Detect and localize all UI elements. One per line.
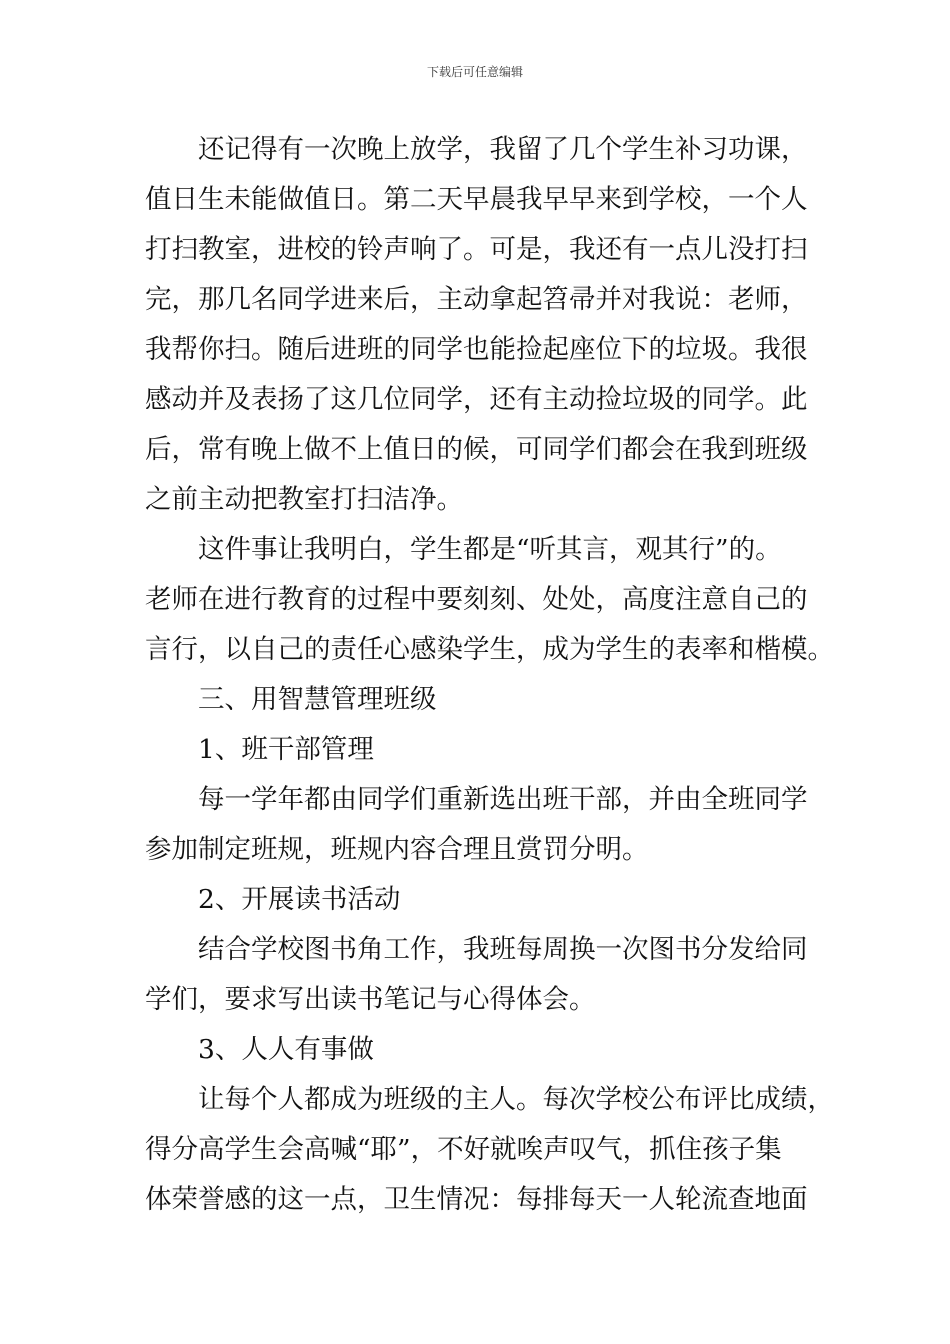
text-line: 结合学校图书角工作，我班每周换一次图书分发给同 (198, 934, 808, 965)
subsection-heading: 3、人人有事做 (198, 1034, 374, 1065)
text-line: 完，那几名同学进来后，主动拿起笤帚并对我说：老师， (145, 284, 808, 315)
text-line: 体荣誉感的这一点，卫生情况：每排每天一人轮流查地面 (145, 1184, 808, 1215)
text-line: 得分高学生会高喊“耶”，不好就唉声叹气，抓住孩子集 (145, 1134, 782, 1165)
page-header-note: 下载后可任意编辑 (426, 65, 523, 79)
text-line: 后，常有晚上做不上值日的候，可同学们都会在我到班级 (145, 434, 808, 465)
section-heading: 三、用智慧管理班级 (198, 684, 437, 715)
text-line: 这件事让我明白，学生都是“听其言，观其行”的。 (198, 534, 782, 565)
text-line: 参加制定班规，班规内容合理且赏罚分明。 (145, 834, 649, 865)
text-line: 每一学年都由同学们重新选出班干部，并由全班同学 (198, 784, 808, 815)
text-line: 言行，以自己的责任心感染学生，成为学生的表率和楷模。 (145, 634, 834, 665)
subsection-heading: 1、班干部管理 (198, 734, 374, 765)
text-line: 让每个人都成为班级的主人。每次学校公布评比成绩， (198, 1084, 834, 1115)
text-line: 还记得有一次晚上放学，我留了几个学生补习功课， (198, 134, 808, 165)
subsection-heading: 2、开展读书活动 (198, 884, 401, 915)
text-line: 感动并及表扬了这几位同学，还有主动捡垃圾的同学。此 (145, 384, 808, 415)
text-line: 值日生未能做值日。第二天早晨我早早来到学校，一个人 (145, 184, 808, 215)
text-line: 我帮你扫。随后进班的同学也能捡起座位下的垃圾。我很 (145, 334, 808, 365)
text-line: 之前主动把教室打扫洁净。 (145, 484, 463, 515)
text-line: 打扫教室，进校的铃声响了。可是，我还有一点儿没打扫 (145, 234, 808, 265)
text-line: 老师在进行教育的过程中要刻刻、处处，高度注意自己的 (145, 584, 808, 615)
text-line: 学们，要求写出读书笔记与心得体会。 (145, 984, 596, 1015)
